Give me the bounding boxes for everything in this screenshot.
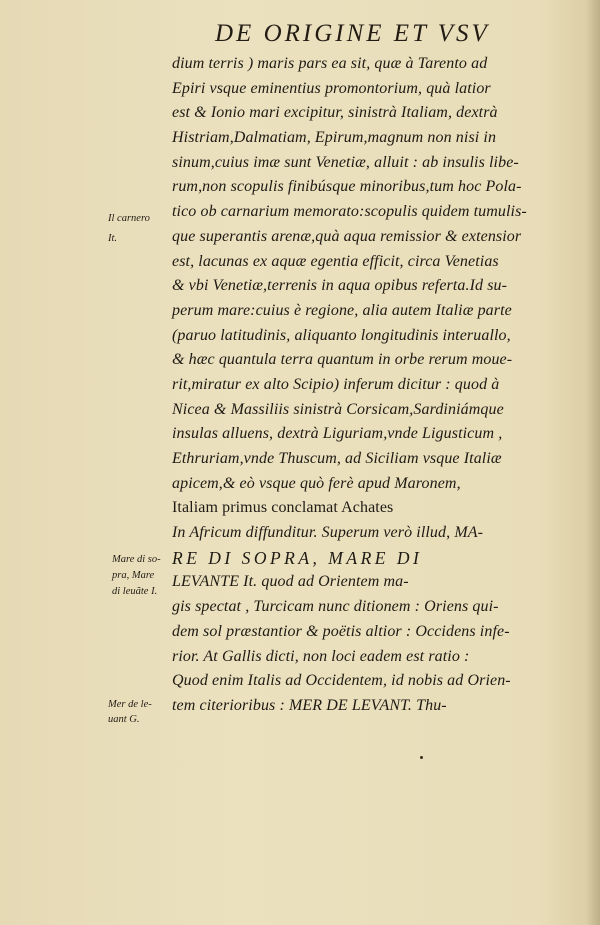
text-line: Histriam,Dalmatiam, Epirum,magnum non nisi in — [172, 129, 497, 147]
text-line: tico ob carnarium memorato:scopulis quidem tumulis- — [172, 203, 527, 221]
margin-note: pra, Mare — [112, 570, 155, 581]
text-line: rum,non scopulis finibúsque minoribus,tum hoc Pola- — [172, 178, 522, 196]
text-line: Quod enim Italis ad Occidentem, id nobis ad Orien- — [172, 672, 511, 690]
text-line: gis spectat , Turcicam nunc ditionem : Oriens qui- — [172, 598, 499, 616]
text-line: apicem,& eò vsque quò ferè apud Maronem, — [172, 474, 461, 492]
italian-name-line: RE DI SOPRA, MARE DI — [172, 547, 423, 568]
text-line: que superantis arenæ,quà aqua remissior & extensior — [172, 227, 522, 245]
margin-note: Il carnero — [108, 213, 150, 224]
text-line: dium terris ) maris pars ea sit, quæ à Tarento ad — [172, 55, 488, 72]
text-line: tem citerioribus : MER DE LEVANT. Thu- — [172, 696, 447, 714]
text-line: LEVANTE It. quod ad Orientem ma- — [172, 573, 409, 591]
text-line: dem sol præstantior & poëtis altior : Occidens infe- — [172, 622, 510, 640]
text-line: & vbi Venetiæ,terrenis in aqua opibus referta.Id su- — [172, 277, 508, 295]
text-line: Epiri vsque eminentius promontorium, quà latior — [172, 79, 491, 97]
margin-note: Mer de le- — [108, 699, 152, 710]
running-head: DE ORIGINE ET VSV — [215, 20, 490, 47]
text-line: (paruo latitudinis, aliquanto longitudinis interuallo, — [172, 326, 511, 344]
margin-note: Mare di so- — [112, 554, 161, 565]
text-line: insulas alluens, dextrà Liguriam,vnde Ligusticum , — [172, 425, 503, 443]
quotation-line: Italiam primus conclamat Achates — [172, 499, 394, 517]
text-line: est, lacunas ex aquæ egentia efficit, circa Venetias — [172, 252, 499, 270]
text-line: & hæc quantula terra quantum in orbe rerum moue- — [172, 351, 513, 369]
main-text-block — [172, 52, 572, 719]
text-line: In Africum diffunditur. Superum verò illud, MA- — [172, 524, 484, 542]
text-line: est & Ionio mari excipitur, sinistrà Italiam, dextrà — [172, 104, 498, 122]
ink-speck — [420, 756, 423, 759]
text-line: rit,miratur ex alto Scipio) inferum dicitur : quod à — [172, 375, 500, 393]
margin-note: It. — [108, 233, 118, 244]
margin-note: di leuãte I. — [112, 586, 158, 597]
text-line: rior. At Gallis dicti, non loci eadem est ratio : — [172, 647, 470, 665]
text-line: perum mare:cuius è regione, alia autem Italiæ parte — [172, 301, 512, 319]
page-edge-shadow — [586, 0, 600, 925]
text-line: Nicea & Massiliis sinistrà Corsicam,Sardiniámque — [172, 400, 504, 418]
text-line: sinum,cuius imæ sunt Venetiæ, alluit : ab insulis libe- — [172, 153, 519, 171]
margin-note: uant G. — [108, 714, 140, 725]
text-line: Ethruriam,vnde Thuscum, ad Siciliam vsque Italiæ — [172, 450, 502, 467]
